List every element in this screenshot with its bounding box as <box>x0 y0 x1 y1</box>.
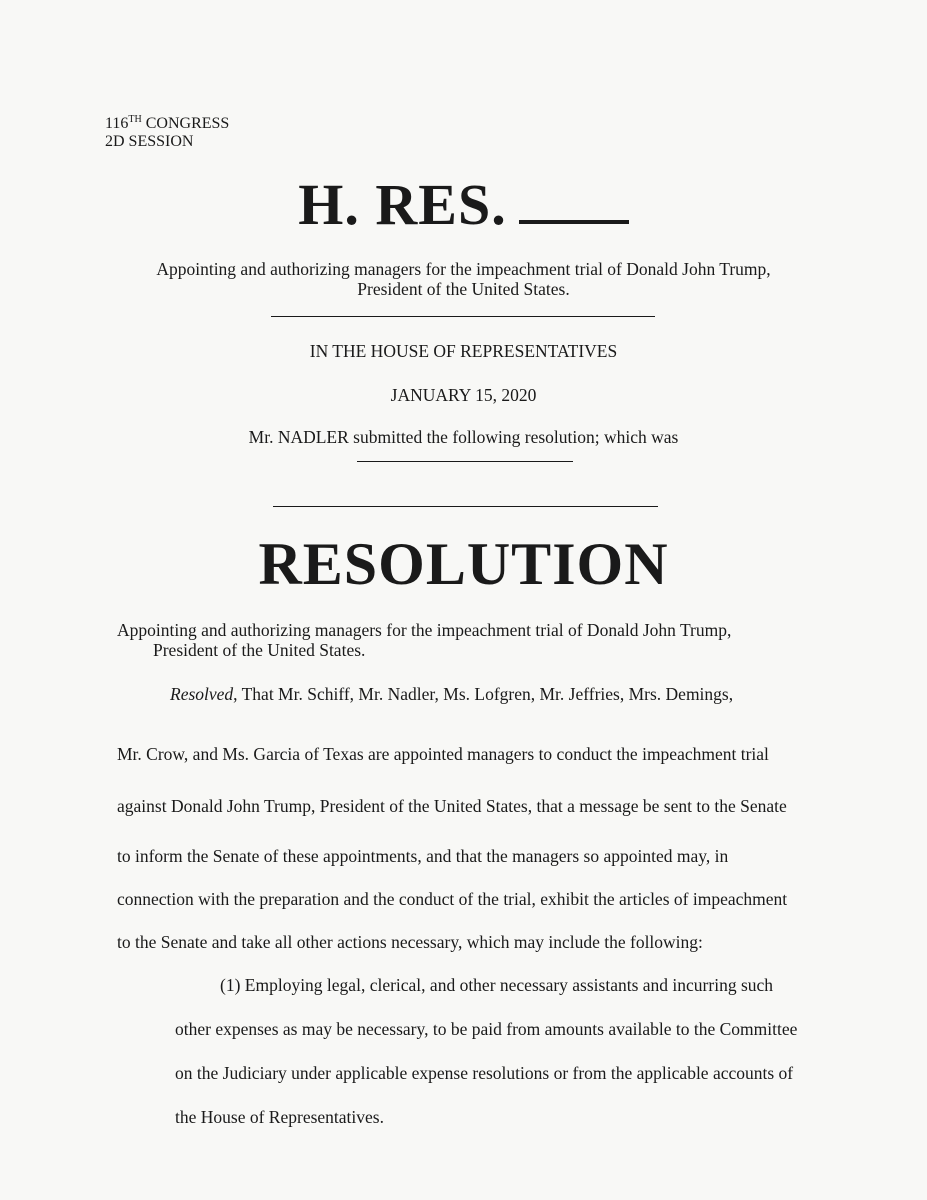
bill-title-prefix: H. RES. <box>298 172 507 237</box>
summary-line-2: President of the United States. <box>357 279 570 299</box>
item-1-line-2: other expenses as may be necessary, to be paid from amounts available to the Committee <box>175 1019 798 1039</box>
bill-title <box>0 170 927 240</box>
body-line-1-text: , That Mr. Schiff, Mr. Nadler, Ms. Lofgren, Mr. Jeffries, Mrs. Demings, <box>233 684 734 704</box>
congress-number: 116 <box>105 115 129 132</box>
session-label: 2D SESSION <box>105 133 194 150</box>
divider-rule-1 <box>271 316 655 317</box>
sponsor-line <box>0 426 927 448</box>
sponsor-suffix: submitted the following resolution; which was <box>353 427 679 447</box>
item-1-line-3: on the Judiciary under applicable expense resolutions or from the applicable accounts of <box>175 1063 794 1083</box>
resolution-heading: RESOLUTION <box>258 531 669 597</box>
date-label: JANUARY 15, 2020 <box>390 385 537 405</box>
item-1-line-4: the House of Representatives. <box>175 1107 384 1127</box>
congress-label <box>105 110 229 134</box>
caption-line-1: Appointing and authorizing managers for the impeachment trial of Donald John Trump, <box>117 620 732 640</box>
referral-blank-rule <box>357 461 573 462</box>
body-line-1 <box>170 683 733 705</box>
item-1-line-1: (1) Employing legal, clerical, and other necessary assistants and incurring such <box>220 975 774 995</box>
summary-line-1: Appointing and authorizing managers for the impeachment trial of Donald John Trump, <box>156 259 771 279</box>
sponsor-name: NADLER <box>277 427 349 447</box>
body-line-5: connection with the preparation and the conduct of the trial, exhibit the articles of impeachment <box>117 889 788 909</box>
caption-line-2: President of the United States. <box>153 640 366 660</box>
congress-word: CONGRESS <box>145 115 230 132</box>
resolved-word: Resolved <box>170 684 234 704</box>
body-line-4: to inform the Senate of these appointments, and that the managers so appointed may, in <box>117 846 729 866</box>
sponsor-prefix: Mr. <box>248 427 274 447</box>
body-line-6: to the Senate and take all other actions necessary, which may include the following: <box>117 932 703 952</box>
body-line-2: Mr. Crow, and Ms. Garcia of Texas are appointed managers to conduct the impeachment trial <box>117 744 769 764</box>
divider-rule-2 <box>273 506 658 507</box>
chamber-label: IN THE HOUSE OF REPRESENTATIVES <box>309 341 618 361</box>
bill-number-blank <box>519 170 629 224</box>
body-line-3: against Donald John Trump, President of the United States, that a message be sent to the Senate <box>117 796 787 816</box>
congress-suffix: TH <box>128 114 142 125</box>
